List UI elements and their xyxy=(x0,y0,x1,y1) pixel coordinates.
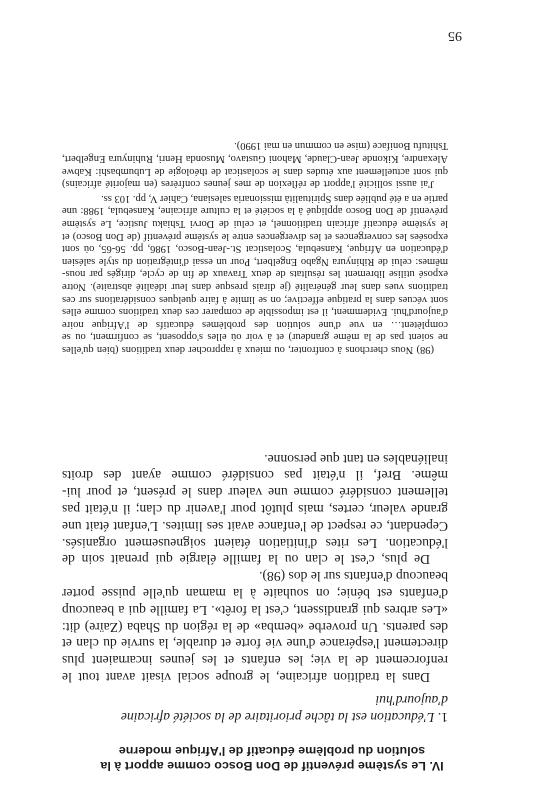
body-text xyxy=(62,450,448,685)
page-number: 95 xyxy=(448,28,462,43)
body-paragraph: Dans la tradition africaine, le groupe social visait avant tout le renforcement de la vie; les enfants et les jeunes incarnaient plus directement l'espérance d'une vie forte et durable, la survie du clan et des parents. Un proverbe «bemba» de la région du Shaba (Zaïre) dit: «Les arbres qui grandissent, c'est la forêt». La famille qui a beaucoup d'enfants est bénie; on souhaite à la maman qu'elle puisse porter beaucoup d'enfants sur le dos (98). xyxy=(62,569,448,685)
subsection-heading xyxy=(76,692,448,725)
section-heading: IV. Le système préventif de Don Bosco comme apport à la solution du problème éducatif de l'Afrique moderne xyxy=(100,744,444,773)
footnote-block xyxy=(62,137,448,355)
body-paragraph: De plus, c'est le clan ou la famille élargie qui prenait soin de l'éducation. Les rites d'initiation étaient soigneusement organisés. Cependant, ce respect de l'enfance avait ses limites. L'enfant était une grande valeur, certes, mais plutôt pour l'avenir du clan; il n'était pas tellement considéré comme une valeur dans le présent, et pour lui-même. Bref, il n'était pas considéré comme ayant des droits inaliénables en tant que personne. xyxy=(62,451,448,568)
subsection-title: L'éducation est la tâche prioritaire de la société africaine d'aujourd'hui xyxy=(120,693,448,725)
subsection-number: 1. xyxy=(437,710,448,725)
footnote: J'ai aussi sollicité l'apport de réflexion de mes jeunes confrères (en majorité africains) qui sont actuellement aux études dans le scolasticat de théologie de Lubumbashi: Kabwe Alexandre, Kikonde Jean-Claude, Mahoni Gustavo, Musonda Henri, Ruhinyura Engelbert, Tshitufu Boniface (mise en commun en mai 1990). xyxy=(62,140,448,190)
footnote: (98) Nous cherchons à confronter, ou mieux à rapprocher deux traditions (bien qu'elles ne soient pas de la même grandeur) et à voir où elles s'opposent, se confirment, ou se complètent… en vue d'une solution des problèmes éducatifs de l'Afrique noire d'aujourd'hui. Evidemment, il est impossible de comparer ces deux traditions comme elles sont vécues dans la pratique effective; on se limite à faire quelques considérations sur ces traditions vues dans leur généralité (je dirais presque dans leur idéalité abstraite). Notre exposé utilise librement les résultats de deux Travaux de fin de cycle, dirigés par nous-mêmes: celui de Rihinyura Ngabo Engelbert, Pour un essai d'intégration du style salésien d'éducation en Afrique, Kansebula, Scolasticat St.-Jean-Bosco, 1986, pp. 56-65, où sont exposées les convergences et les divergences entre le système préventif (de Don Bosco) et le système éducatif africain traditionnel, et celui de Dorvi Tshiaku Justice, Le système préventif de Don Bosco appliqué à la société et la culture africaine, Kansebula, 1988: une partie en a été publiée dans Spiritualità missionaria salesiana, Cahier V, pp. 103 ss. xyxy=(62,192,448,355)
